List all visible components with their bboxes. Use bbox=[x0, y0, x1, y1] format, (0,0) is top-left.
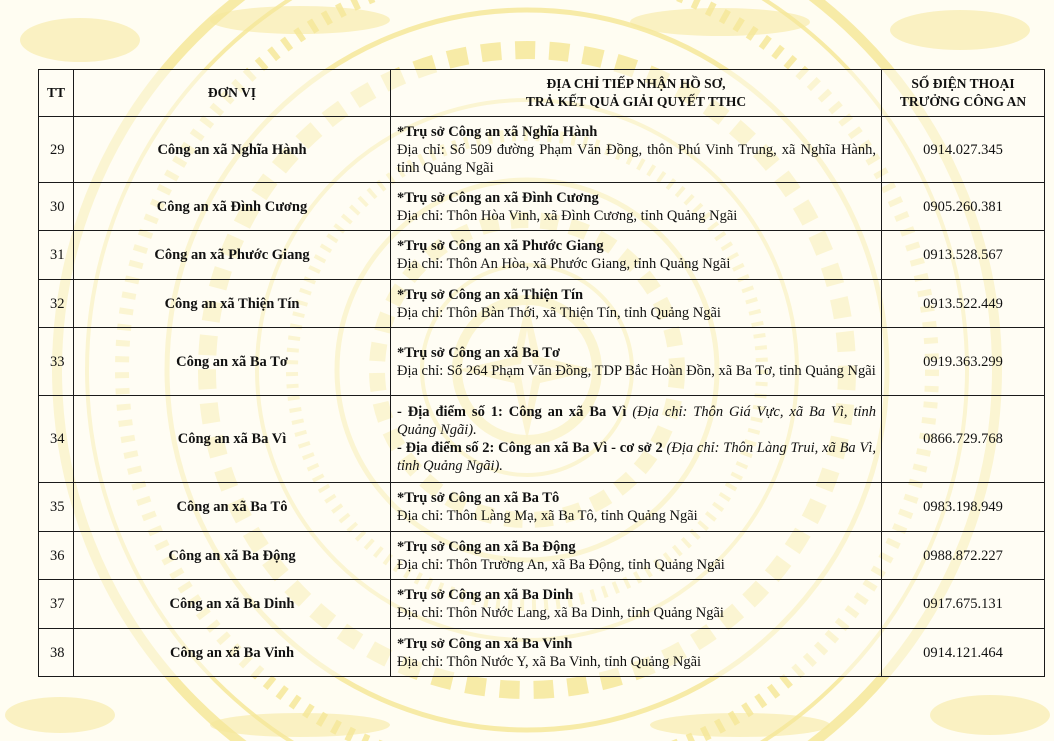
table-row bbox=[39, 183, 1045, 231]
table-row bbox=[39, 117, 1045, 183]
row-phone: 0905.260.381 bbox=[882, 183, 1045, 231]
row-number: 29 bbox=[39, 117, 74, 183]
row-address-cell bbox=[391, 396, 882, 483]
row-headquarters: *Trụ sở Công an xã Thiện Tín bbox=[397, 286, 584, 303]
table-row bbox=[39, 231, 1045, 280]
row-unit: Công an xã Ba Vinh bbox=[74, 629, 391, 677]
row-address-cell bbox=[391, 483, 882, 532]
row-phone: 0914.027.345 bbox=[882, 117, 1045, 183]
header-address bbox=[391, 70, 882, 117]
row-address: Địa chỉ: Thôn Làng Mạ, xã Ba Tô, tỉnh Quảng Ngãi bbox=[397, 508, 698, 524]
row-number: 36 bbox=[39, 532, 74, 580]
row-unit: Công an xã Ba Dinh bbox=[74, 580, 391, 629]
row-address-cell bbox=[391, 280, 882, 328]
row-address: Địa chỉ: Thôn An Hòa, xã Phước Giang, tỉnh Quảng Ngãi bbox=[397, 256, 731, 272]
row-unit: Công an xã Thiện Tín bbox=[74, 280, 391, 328]
header-unit: ĐƠN VỊ bbox=[74, 70, 391, 117]
row-address: Địa chỉ: Thôn Trường An, xã Ba Động, tỉnh Quảng Ngãi bbox=[397, 556, 725, 573]
header-address-line1: ĐỊA CHỈ TIẾP NHẬN HỒ SƠ, bbox=[546, 76, 726, 91]
row-headquarters: *Trụ sở Công an xã Ba Vinh bbox=[397, 635, 573, 652]
row-phone: 0913.528.567 bbox=[882, 231, 1045, 280]
header-address-line2: TRẢ KẾT QUẢ GIẢI QUYẾT TTHC bbox=[525, 94, 747, 109]
row-headquarters: *Trụ sở Công an xã Ba Tơ bbox=[397, 344, 560, 361]
row-number: 32 bbox=[39, 280, 74, 328]
table-header bbox=[39, 70, 1045, 117]
row-unit: Công an xã Ba Vì bbox=[74, 396, 391, 483]
row-phone: 0919.363.299 bbox=[882, 328, 1045, 396]
row-number: 33 bbox=[39, 328, 74, 396]
row-location-1-title: - Địa điểm số 1: Công an xã Ba Vì bbox=[397, 404, 627, 420]
table-row bbox=[39, 629, 1045, 677]
row-address-cell bbox=[391, 580, 882, 629]
row-phone: 0983.198.949 bbox=[882, 483, 1045, 532]
row-headquarters: *Trụ sở Công an xã Đình Cương bbox=[397, 189, 599, 206]
table-row bbox=[39, 580, 1045, 629]
row-phone: 0913.522.449 bbox=[882, 280, 1045, 328]
row-address: Địa chỉ: Thôn Bàn Thới, xã Thiện Tín, tỉnh Quảng Ngãi bbox=[397, 304, 721, 321]
row-location-2-title: - Địa điểm số 2: Công an xã Ba Vì - cơ sở 2 bbox=[397, 440, 663, 456]
row-number: 35 bbox=[39, 483, 74, 532]
row-headquarters: *Trụ sở Công an xã Ba Dinh bbox=[397, 587, 574, 603]
header-phone-line2: TRƯỞNG CÔNG AN bbox=[899, 94, 1027, 109]
row-number: 30 bbox=[39, 183, 74, 231]
table-row bbox=[39, 396, 1045, 483]
row-headquarters: *Trụ sở Công an xã Nghĩa Hành bbox=[397, 123, 598, 140]
table-row bbox=[39, 280, 1045, 328]
row-location-2 bbox=[397, 439, 876, 475]
row-number: 31 bbox=[39, 231, 74, 280]
row-headquarters: *Trụ sở Công an xã Ba Động bbox=[397, 538, 576, 555]
row-address: Địa chỉ: Thôn Hòa Vinh, xã Đình Cương, tỉnh Quảng Ngãi bbox=[397, 207, 738, 224]
row-location-2-detail: (Địa chỉ: Thôn Làng Trui, xã Ba Vì, tỉnh Quảng Ngãi). bbox=[397, 440, 876, 474]
table-row bbox=[39, 328, 1045, 396]
row-address: Địa chỉ: Thôn Nước Lang, xã Ba Dinh, tỉnh Quảng Ngãi bbox=[397, 605, 724, 621]
row-address: Địa chỉ: Số 509 đường Phạm Văn Đồng, thôn Phú Vinh Trung, xã Nghĩa Hành, tỉnh Quảng Ngãi bbox=[397, 141, 876, 176]
row-address: Địa chỉ: Thôn Nước Y, xã Ba Vinh, tỉnh Quảng Ngãi bbox=[397, 653, 702, 670]
row-unit: Công an xã Phước Giang bbox=[74, 231, 391, 280]
row-address: Địa chỉ: Số 264 Phạm Văn Đồng, TDP Bắc Hoàn Đồn, xã Ba Tơ, tỉnh Quảng Ngãi bbox=[397, 362, 876, 379]
row-address-cell bbox=[391, 231, 882, 280]
row-location-1 bbox=[397, 403, 876, 439]
row-headquarters: *Trụ sở Công an xã Ba Tô bbox=[397, 490, 560, 506]
row-address-cell bbox=[391, 183, 882, 231]
table-row bbox=[39, 483, 1045, 532]
row-unit: Công an xã Nghĩa Hành bbox=[74, 117, 391, 183]
row-location-1-detail: (Địa chỉ: Thôn Giá Vực, xã Ba Vì, tỉnh Quảng Ngãi). bbox=[397, 404, 877, 438]
row-phone: 0866.729.768 bbox=[882, 396, 1045, 483]
header-phone bbox=[882, 70, 1045, 117]
header-tt: TT bbox=[39, 70, 74, 117]
header-phone-line1: SỐ ĐIỆN THOẠI bbox=[911, 76, 1015, 91]
row-number: 38 bbox=[39, 629, 74, 677]
row-phone: 0914.121.464 bbox=[882, 629, 1045, 677]
row-unit: Công an xã Đình Cương bbox=[74, 183, 391, 231]
row-address-cell bbox=[391, 328, 882, 396]
row-address-cell bbox=[391, 532, 882, 580]
row-address-cell bbox=[391, 117, 882, 183]
row-unit: Công an xã Ba Động bbox=[74, 532, 391, 580]
row-phone: 0988.872.227 bbox=[882, 532, 1045, 580]
row-headquarters: *Trụ sở Công an xã Phước Giang bbox=[397, 238, 604, 254]
row-address-cell bbox=[391, 629, 882, 677]
row-number: 34 bbox=[39, 396, 74, 483]
police-office-table bbox=[38, 69, 1045, 677]
row-number: 37 bbox=[39, 580, 74, 629]
table-row bbox=[39, 532, 1045, 580]
row-phone: 0917.675.131 bbox=[882, 580, 1045, 629]
row-unit: Công an xã Ba Tơ bbox=[74, 328, 391, 396]
row-unit: Công an xã Ba Tô bbox=[74, 483, 391, 532]
